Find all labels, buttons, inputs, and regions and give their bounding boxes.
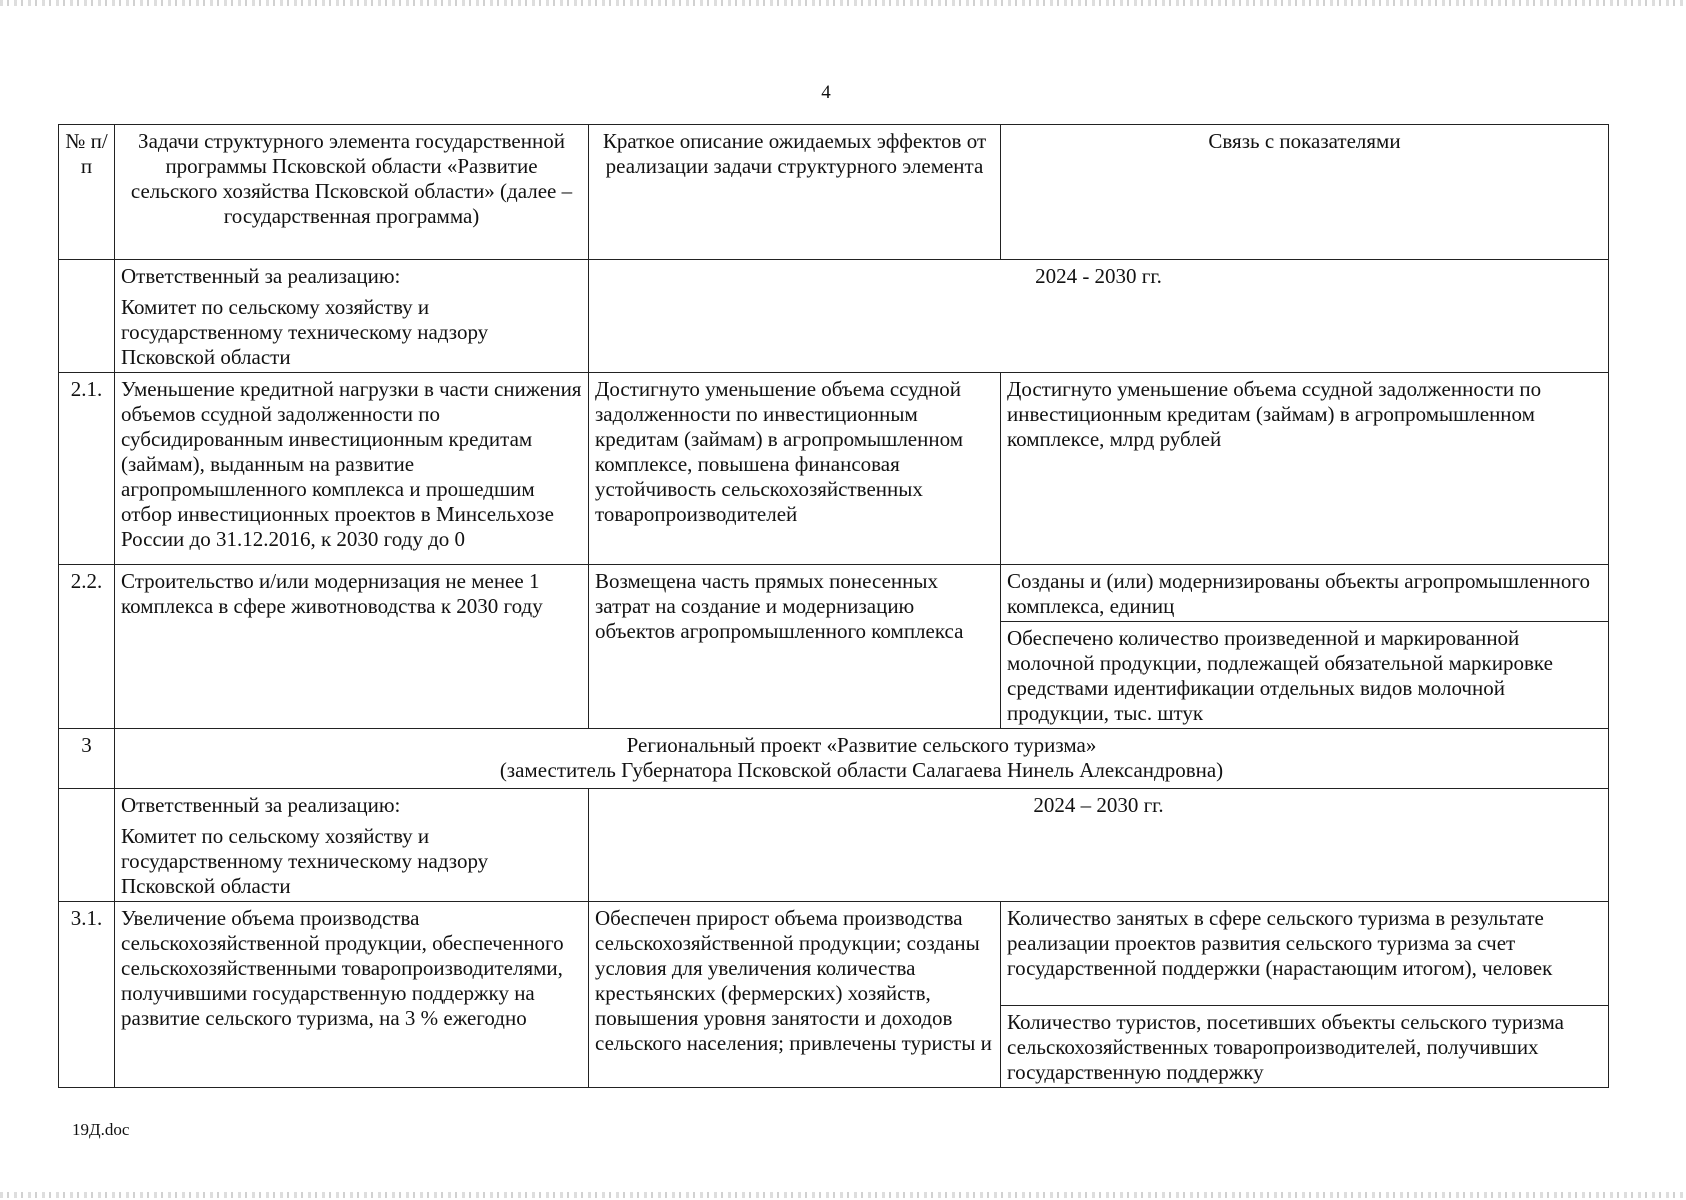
row-number: 2.1. (59, 373, 115, 565)
indicator-cell: Достигнуто уменьшение объема ссудной задолженности по инвестиционным кредитам (займам) в агропромышленном комплексе, млрд рублей (1001, 373, 1609, 565)
responsible-label: Ответственный за реализацию: (121, 793, 401, 817)
indicator-cell: Созданы и (или) модернизированы объекты агропромышленного комплекса, единиц (1001, 565, 1609, 622)
project-subtitle: (заместитель Губернатора Псковской области Салагаева Нинель Александровна) (499, 758, 1224, 782)
empty-cell (59, 260, 115, 373)
task-cell: Увеличение объема производства сельскохозяйственной продукции, обеспеченного сельскохозяйственными товаропроизводителями, получившими государственную поддержку на развитие сельского туризма, на 3 % ежегодно (115, 902, 589, 1088)
table-row (59, 260, 1609, 373)
period-cell: 2024 – 2030 гг. (589, 789, 1609, 902)
table-row (59, 789, 1609, 902)
indicator-cell: Количество занятых в сфере сельского туризма в результате реализации проектов развития сельского туризма за счет государственной поддержки (нарастающим итогом), человек (1001, 902, 1609, 1006)
responsible-label: Ответственный за реализацию: (121, 264, 401, 288)
responsible-cell (115, 789, 589, 902)
table-header-row (59, 125, 1609, 260)
effect-cell: Обеспечен прирост объема производства сельскохозяйственной продукции; созданы условия для увеличения количества крестьянских (фермерских) хозяйств, повышения уровня занятости и доходов сельского населения; привлечены туристы и (589, 902, 1001, 1088)
row-number: 3.1. (59, 902, 115, 1088)
program-table (58, 124, 1609, 1088)
responsible-cell (115, 260, 589, 373)
table-row (59, 729, 1609, 789)
table-row (59, 565, 1609, 622)
responsible-org: Комитет по сельскому хозяйству и государственному техническому надзору Псковской области (121, 824, 489, 898)
period-cell: 2024 - 2030 гг. (589, 260, 1609, 373)
responsible-org: Комитет по сельскому хозяйству и государственному техническому надзору Псковской области (121, 295, 489, 369)
task-cell: Уменьшение кредитной нагрузки в части снижения объемов ссудной задолженности по субсидированным инвестиционным кредитам (займам), выданным на развитие агропромышленного комплекса и прошедшим отбор инвестиционных проектов в Минсельхозе России до 31.12.2016, к 2030 году до 0 (115, 373, 589, 565)
file-code: 19Д.doc (72, 1120, 130, 1139)
row-number: 2.2. (59, 565, 115, 729)
project-title: Региональный проект «Развитие сельского туризма» (626, 733, 1097, 757)
row-number: 3 (59, 729, 115, 789)
header-indicators: Связь с показателями (1001, 125, 1609, 260)
scan-edge-top (0, 0, 1686, 6)
header-effects: Краткое описание ожидаемых эффектов от реализации задачи структурного элемента (589, 125, 1001, 260)
task-cell: Строительство и/или модернизация не менее 1 комплекса в сфере животноводства к 2030 году (115, 565, 589, 729)
scan-edge-bottom (0, 1192, 1686, 1198)
header-num: № п/п (59, 125, 115, 260)
effect-cell: Возмещена часть прямых понесенных затрат на создание и модернизацию объектов агропромышленного комплекса (589, 565, 1001, 729)
indicator-cell: Обеспечено количество произведенной и маркированной молочной продукции, подлежащей обязательной маркировке средствами идентификации отдельных видов молочной продукции, тыс. штук (1001, 622, 1609, 729)
empty-cell (59, 789, 115, 902)
table-row (59, 902, 1609, 1006)
table-row (59, 373, 1609, 565)
header-tasks: Задачи структурного элемента государственной программы Псковской области «Развитие сельского хозяйства Псковской области» (далее – государственная программа) (115, 125, 589, 260)
page-number: 4 (821, 82, 831, 103)
project-title-cell (115, 729, 1609, 789)
indicator-cell: Количество туристов, посетивших объекты сельского туризма сельскохозяйственных товаропроизводителей, получивших государственную поддержку (1001, 1006, 1609, 1088)
effect-cell: Достигнуто уменьшение объема ссудной задолженности по инвестиционным кредитам (займам) в агропромышленном комплексе, повышена финансовая устойчивость сельскохозяйственных товаропроизводителей (589, 373, 1001, 565)
